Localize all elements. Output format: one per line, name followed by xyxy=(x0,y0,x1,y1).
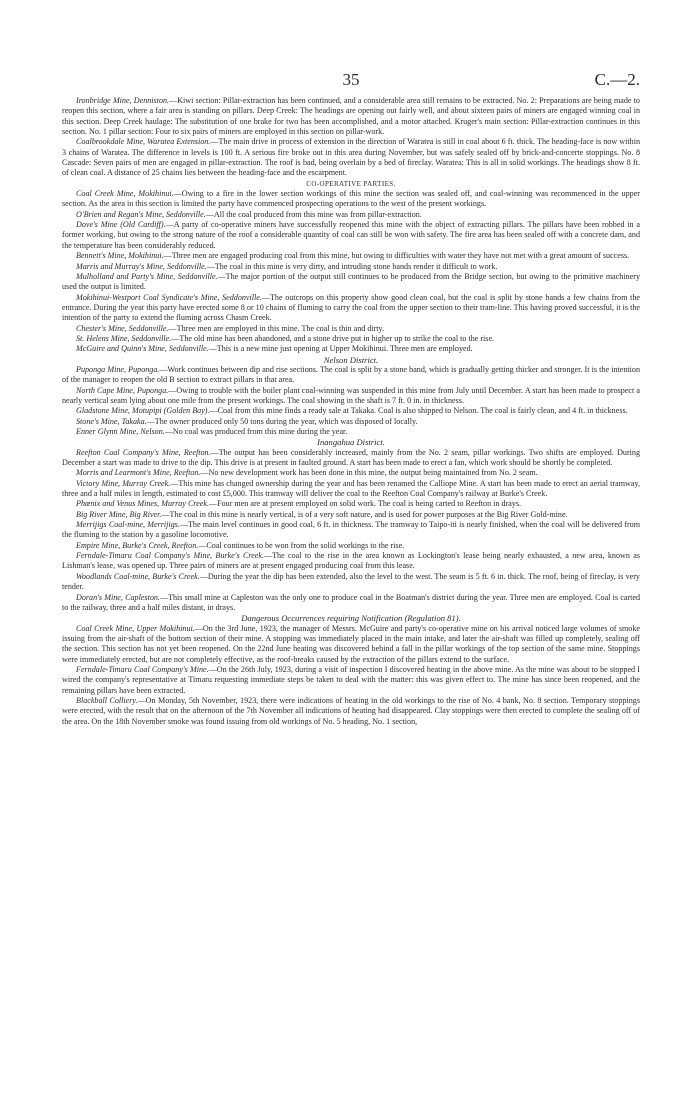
district-heading: Dangerous Occurrences requiring Notification (Regulation 81). xyxy=(241,613,461,624)
paragraph-title: Phœnix and Venus Mines, Murray Creek. xyxy=(76,499,209,509)
paragraph xyxy=(62,210,640,220)
paragraph-title: Coal Creek Mine, Mokihinui. xyxy=(76,189,174,199)
page-header xyxy=(62,70,640,96)
paragraph-text: —Owing to trouble with the boiler plant coal-winning was suspended in this mine from July until December. A start has been made to prospect a nearly vertical seam lying about one mile from the present workings. The coal showing in the shaft is 7 ft. 0 in. in thickness. xyxy=(62,385,640,405)
paragraph-text: —This small mine at Capleston was the only one to produce coal in the Boatman's district during the year. Three men are employed. Coal is carted to the railway, three and a half miles distant, in drays. xyxy=(62,592,640,612)
paragraph-title: Merrijigs Coal-mine, Merrijigs. xyxy=(76,520,180,530)
paragraph-title: North Cape Mine, Puponga. xyxy=(76,385,169,395)
paragraph-text: —Work continues between dip and rise sections. The coal is split by a stone band, which is gradually getting thicker and stronger. It is the intention of the manager to reopen the old B section to extract pillars in that area. xyxy=(62,364,640,385)
paragraph xyxy=(62,324,640,334)
section-heading: CO-OPERATIVE PARTIES. xyxy=(306,179,396,188)
paragraph-title: Gladstone Mine, Motupipi (Golden Bay). xyxy=(76,406,210,416)
paragraph xyxy=(62,665,640,696)
paragraph-text: —The owner produced only 50 tons during the year, which was disposed of locally. xyxy=(146,416,418,426)
paragraph xyxy=(62,448,640,469)
paragraph-text: —This is a new mine just opening at Upper Mokihinui. Three men are employed. xyxy=(208,344,473,354)
paragraph xyxy=(62,417,640,427)
page-number: 35 xyxy=(342,70,360,89)
paragraph-text: —The old mine has been abandoned, and a stone drive put in higher up to strike the coal to the rise. xyxy=(171,333,495,343)
paragraph xyxy=(62,272,640,293)
paragraph-text: —This mine has changed ownership during the year and has been renamed the Calliope Mine. A start has been made to erect an aerial tramway, three and a half miles in length, estimated to cost £5,000. This tramway will deliver the coal to the Reefton Coal Company's railway at Burke's Creek. xyxy=(62,478,640,499)
paragraph xyxy=(62,624,640,665)
paragraph-title: Ferndale-Timaru Coal Company's Mine, Burke's Creek. xyxy=(76,551,265,561)
paragraph-text: —All the coal produced from this mine was from pillar-extraction. xyxy=(205,209,422,219)
paragraph-text: —Coal from this mine finds a ready sale at Takaka. Coal is also shipped to Nelson. The coal is fairly clean, and 4 ft. in thickness. xyxy=(209,406,628,416)
paragraph-text: —On the 26th July, 1923, during a visit of inspection I discovered heating in the above mine. As the mine was about to be stopped I wired the company's representative at Timaru requesting immediate steps be taken to deal with the matter: this was given effect to. The mine has since been reopened, and the remaining pillars have been extracted. xyxy=(62,664,640,695)
paragraph xyxy=(62,572,640,593)
paragraph xyxy=(62,520,640,541)
paragraph-title: Blackball Colliery. xyxy=(76,695,138,705)
paragraph-text: —The main drive in process of extension in the direction of Waratea is still in coal about 6 ft. thick. The heading-face is now within 3 chains of Waratea. The difference in levels is 100 ft. A serious fire broke out in this area during November, but was safely sealed off by brick-and-concerte stoppings. No. 8 Cascade: Seven pairs of men are engaged in pillar-extraction. The roof is bad, being overlain by a bed of fireclay. Waratea: This is all in solid workings. The headings show 8 ft. of clean coal. A distance of 25 chains lies between the heading-face and the escarpment. xyxy=(62,137,640,178)
paragraph xyxy=(62,251,640,261)
paragraph-text: —Kiwi section: Pillar-extraction has been continued, and a considerable area still remains to be extracted. No. 2: Preparations are being made to reopen this section, where a fair area is standing on pillars. Deep Creek: The headings are opening out fairly well, and about sixteen pairs of miners are engaged winning coal in this section. Deep Creek haulage: The substitution of one brake for two has been accomplished, and a motor attached. Kruger's main section: Pillar-extraction continues in this section. No. 1 pillar section: Four to six pairs of miners are employed in this section on pillar-work. xyxy=(62,96,640,137)
paragraph-text: —On the 3rd June, 1923, the manager of Messrs. McGuire and party's co-operative mine on his arrival noticed large volumes of smoke issuing from the air-shaft of the bottom section of their mine. A stopping was immediately placed in the main intake, and later the air-shaft was filled up completely, sealing off the section. This section has not yet been reopened. On the 22nd June heating was discovered behind a fall in the pillar workings of the top section of the same mine. Stoppings were immediately erected, but are not completely effective, as the roof-breaks caused by the extraction of the pillars extend to the surface. xyxy=(62,623,640,664)
paragraph xyxy=(62,499,640,509)
paragraph xyxy=(62,344,640,354)
paragraph-text: —The outcrops on this property show good clean coal, but the coal is split by stone bands a few chains from the entrance. During the year this party have erected some 8 or 10 chains of fluming to carry the coal from the upper section to their tram-line. This having proved successful, it is the intention of the party to extend the fluming across Chasm Creek. xyxy=(62,292,640,323)
paragraph xyxy=(62,220,640,251)
paragraph-text: —No new development work has been done in this mine, the output being maintained from No. 2 seam. xyxy=(200,468,538,478)
paragraph-text: —The coal in this mine is very dirty, and intruding stone bands render it difficult to work. xyxy=(206,261,498,271)
paragraph-title: St. Helens Mine, Seddonville. xyxy=(76,333,172,343)
paragraph xyxy=(62,468,640,478)
paragraph xyxy=(62,541,640,551)
paragraph-title: Dove's Mine (Old Cardiff). xyxy=(76,220,166,230)
paragraph-title: Mokihinui-Westport Coal Syndicate's Mine, Seddonville. xyxy=(76,292,262,302)
paragraph-text: —Four men are at present employed on solid work. The coal is being carted to Reefton in drays. xyxy=(209,499,522,509)
paragraph-text: —The coal to the rise in the area known as Lockington's lease being nearly exhausted, a new area, known as Lishman's lease, was opened up. Three pairs of miners are at present engaged producing coal from this lease. xyxy=(62,551,640,571)
paragraph xyxy=(62,96,640,137)
paragraph-title: Victory Mine, Murray Creek. xyxy=(76,478,171,488)
paragraph-text: —The major portion of the output still continues to be produced from the Bridge section, but owing to the primitive machinery used the output is limited. xyxy=(62,271,640,292)
paragraph-title: McGuire and Quinn's Mine, Seddonville. xyxy=(76,344,209,354)
paragraph-title: Big River Mine, Big River. xyxy=(76,509,162,519)
paragraph xyxy=(62,427,640,437)
paragraph xyxy=(62,696,640,727)
paragraph xyxy=(62,479,640,500)
paragraph-title: Puponga Mine, Puponga. xyxy=(76,364,160,374)
document-body xyxy=(62,96,640,727)
district-heading: Inangahua District. xyxy=(317,437,385,448)
paragraph xyxy=(62,510,640,520)
paragraph-title: Marris and Murray's Mine, Seddonville. xyxy=(76,261,207,271)
paragraph-title: Morris and Learmont's Mine, Reefton. xyxy=(76,468,201,478)
paragraph-title: Ferndale-Timaru Coal Company's Mine. xyxy=(76,664,209,674)
paragraph-text: —The main level continues in good coal, 6 ft. in thickness. The tramway to Taipo-iti is nearly finished, when the coal will be delivered from the fluming to the station by a gasoline locomotive. xyxy=(62,520,641,540)
paragraph-text: —Owing to a fire in the lower section workings of this mine the section was sealed off, and coal-winning was recommenced in the upper section. As the area in this section is limited the party have commenced prospecting operations to the west of the present workings. xyxy=(62,189,640,209)
paragraph-title: Chester's Mine, Seddonville. xyxy=(76,323,169,333)
paragraph-text: —Three men are engaged producing coal from this mine, but owing to difficulties with water they have not met with a great amount of success. xyxy=(163,251,630,261)
paragraph-text: —On Monday, 5th November, 1923, there were indications of heating in the old workings to the rise of No. 4 bank, No. 8 section. Temporary stoppings were erected, with the result that on the afternoon of the 7th November all indications of heating had disappeared. Clay stoppings were then erected to complete the sealing off of the area. On the 18th November smoke was found issuing from old workings of No. 5 heading, No. 1 section, xyxy=(62,695,640,726)
paragraph-title: Ironbridge Mine, Denniston. xyxy=(76,96,170,105)
paragraph-text: —Coal continues to be won from the solid workings to the rise. xyxy=(198,540,405,550)
document-page xyxy=(62,70,640,727)
paragraph xyxy=(62,551,640,572)
paragraph-text: —No coal was produced from this mine during the year. xyxy=(164,427,348,436)
paragraph-title: Mulholland and Party's Mine, Seddonville. xyxy=(76,271,218,281)
paragraph-title: Bennett's Mine, Mokihinui. xyxy=(76,251,164,261)
report-reference: C.—2. xyxy=(594,70,640,89)
district-heading: Nelson District. xyxy=(323,354,379,365)
paragraph-title: O'Brien and Regan's Mine, Seddonville. xyxy=(76,209,206,219)
paragraph-title: Enner Glynn Mine, Nelson. xyxy=(76,427,165,436)
paragraph-title: Stone's Mine, Takaka. xyxy=(76,416,147,426)
paragraph xyxy=(62,386,640,407)
paragraph-title: Woodlands Coal-mine, Burke's Creek. xyxy=(76,571,200,581)
paragraph-title: Empire Mine, Burke's Creek, Reefton. xyxy=(76,540,199,550)
paragraph xyxy=(62,593,640,614)
paragraph-text: —During the year the dip has been extended, also the level to the west. The seam is 5 ft. 6 in. thick. The roof, being of fireclay, is very tender. xyxy=(62,571,640,592)
paragraph-title: Reefton Coal Company's Mine, Reefton. xyxy=(76,447,211,457)
paragraph-text: —The coal in this mine is nearly vertical, is of a very soft nature, and is used for power purposes at the Big River Gold-mine. xyxy=(161,509,568,519)
paragraph-title: Doran's Mine, Capleston. xyxy=(76,592,160,602)
paragraph xyxy=(62,334,640,344)
paragraph xyxy=(62,406,640,416)
paragraph xyxy=(62,293,640,324)
paragraph-text: —The output has been considerably increased, mainly from the No. 2 seam, pillar workings. Two shifts are employed. During December a start was made to drive to the dip. This drive is at present in faulted ground. A start has been made to erect a fan, which work should be shortly be completed. xyxy=(62,447,640,468)
paragraph-text: —A party of co-operative miners have successfully reopened this mine with the object of extracting pillars. The pillars have been robbed in a former working, but owing to the strong nature of the roof a considerable quantity of coal can still be won with safety. The fire area has been sealed off with a concrete dam, and the temperature has been considerably reduced. xyxy=(62,220,640,250)
paragraph xyxy=(62,137,640,178)
paragraph-text: —Three men are employed in this mine. The coal is thin and dirty. xyxy=(168,323,385,333)
paragraph xyxy=(62,262,640,272)
paragraph-title: Coalbrookdale Mine, Waratea Extension. xyxy=(76,137,211,147)
paragraph-title: Coal Creek Mine, Upper Mokihinui. xyxy=(76,623,195,633)
paragraph xyxy=(62,365,640,386)
paragraph xyxy=(62,189,640,210)
